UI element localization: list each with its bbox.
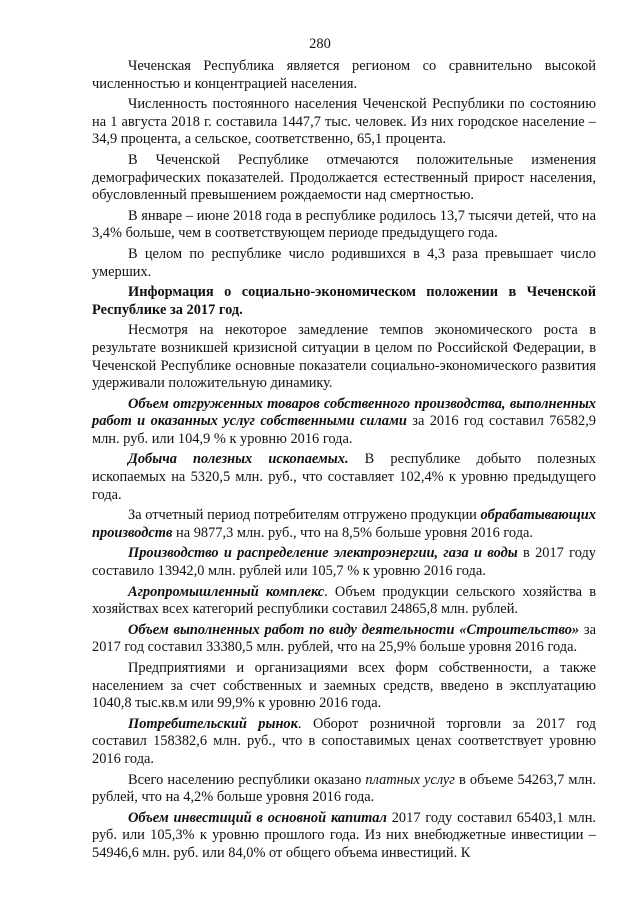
- emphasized-text: Агропромышленный комплекс: [128, 583, 325, 600]
- paragraph-text: В январе – июне 2018 года в республике родилось 13,7 тысячи детей, что на 3,4% больше, чем в соответствующем периоде предыдущего года.: [92, 207, 596, 242]
- paragraph-text: Информация о социально-экономическом положении в Чеченской Республике за 2017 год.: [92, 284, 596, 318]
- document-body: [92, 58, 596, 863]
- section-heading: [92, 284, 596, 319]
- paragraph: [92, 451, 596, 504]
- paragraph: [92, 584, 596, 619]
- paragraph: [92, 208, 596, 243]
- paragraph-text: Всего населению республики оказано: [128, 771, 366, 788]
- emphasized-text: Объем инвестиций в основной капитал: [128, 809, 387, 826]
- paragraph: [92, 322, 596, 392]
- paragraph: [92, 96, 596, 149]
- paragraph: [92, 772, 596, 807]
- page-number: 280: [309, 36, 331, 52]
- paragraph: [92, 396, 596, 449]
- paragraph-text: . Оборот розничной торговли за 2017 год составил 158382,6 млн. руб., что в сопоставимых ценах соответствует уровню 2016 года.: [92, 715, 596, 767]
- emphasized-text: Объем выполненных работ по виду деятельности «Строительство»: [128, 621, 580, 638]
- emphasized-text: Объем отгруженных товаров собственного производства, выполненных работ и оказанных услуг собственными силами: [92, 395, 596, 430]
- paragraph: [92, 246, 596, 281]
- paragraph-text: Несмотря на некоторое замедление темпов экономического роста в результате возникшей кризисной ситуации в целом по Российской Федерации, в Чеченской Республике основные показатели социально-экономического развития удерживали положительную динамику.: [92, 322, 596, 392]
- emphasized-text: Потребительский рынок: [128, 715, 298, 732]
- paragraph-text: 2017 году составил 65403,1 млн. руб. или 105,3% к уровню прошлого года. Из них внебюджетные инвестиции – 54946,6 млн. руб. или 84,0% от общего объема инвестиций. К: [92, 809, 596, 861]
- paragraph: [92, 58, 596, 93]
- emphasized-text: Добыча полезных ископаемых.: [128, 451, 349, 468]
- paragraph-text: Чеченская Республика является регионом со сравнительно высокой численностью и концентрацией населения.: [92, 58, 596, 92]
- paragraph-text: в объеме 54263,7 млн. рублей, что на 4,2% больше уровня 2016 года.: [92, 771, 596, 806]
- emphasized-text: платных услуг: [365, 771, 455, 788]
- paragraph-text: В республике добыто полезных ископаемых на 5320,5 млн. руб., что составляет 102,4% к уровню предыдущего года.: [92, 451, 596, 503]
- paragraph: [92, 545, 596, 580]
- paragraph: [92, 810, 596, 863]
- paragraph: [92, 716, 596, 769]
- paragraph: [92, 622, 596, 657]
- paragraph-text: за 2017 год составил 33380,5 млн. рублей, что на 25,9% больше уровня 2016 года.: [92, 621, 596, 656]
- emphasized-text: Производство и распределение электроэнергии, газа и воды: [128, 545, 518, 562]
- paragraph-text: за 2016 год составил 76582,9 млн. руб. или 104,9 % к уровню 2016 года.: [92, 413, 596, 447]
- paragraph: [92, 152, 596, 205]
- paragraph-text: в 2017 году составило 13942,0 млн. рублей или 105,7 % к уровню 2016 года.: [92, 545, 596, 580]
- paragraph-text: В Чеченской Республике отмечаются положительные изменения демографических показателей. Продолжается естественный прирост населения, обусловленный превышением рождаемости над смертностью.: [92, 151, 596, 204]
- paragraph-text: За отчетный период потребителям отгружено продукции: [128, 507, 481, 524]
- paragraph: [92, 507, 596, 542]
- paragraph-text: Предприятиями и организациями всех форм собственности, а также населением за счет собственных и заемных средств, введено в эксплуатацию 1040,8 тыс.кв.м или 99,9% к уровню 2016 года.: [92, 660, 596, 712]
- paragraph-text: . Объем продукции сельского хозяйства в хозяйствах всех категорий республики составил 24865,8 млн. рублей.: [92, 583, 596, 618]
- paragraph: [92, 660, 596, 713]
- paragraph-text: на 9877,3 млн. руб., что на 8,5% больше уровня 2016 года.: [172, 524, 534, 541]
- paragraph-text: В целом по республике число родившихся в 4,3 раза превышает число умерших.: [92, 245, 596, 280]
- paragraph-text: Численность постоянного населения Чеченской Республики по состоянию на 1 августа 2018 г. составила 1447,7 тыс. человек. Из них городское население – 34,9 процента, а сельское, соответственно, 65,1 процента.: [92, 96, 596, 148]
- emphasized-text: обрабатывающих производств: [92, 507, 596, 541]
